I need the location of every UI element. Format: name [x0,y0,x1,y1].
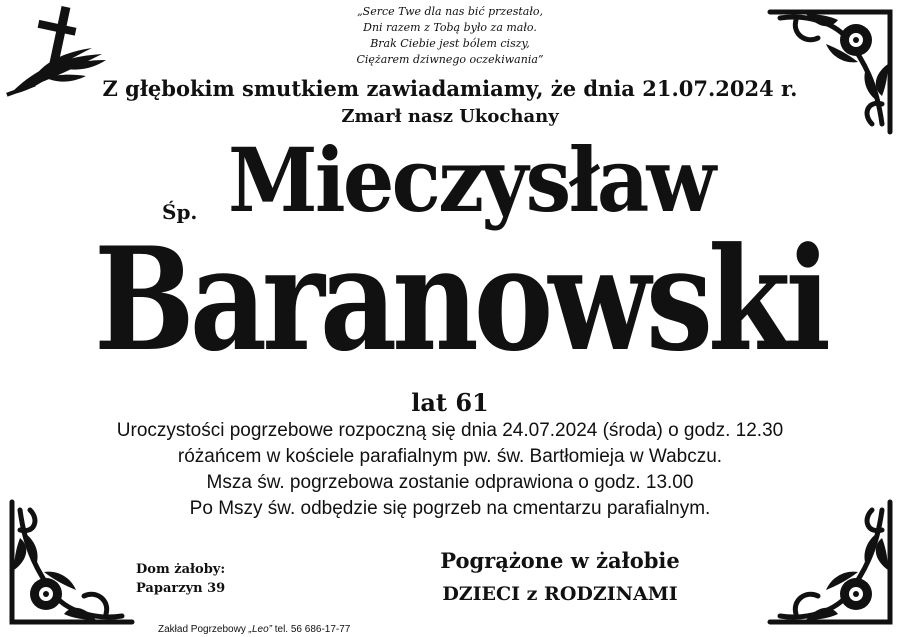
deceased-surname: Baranowski [94,217,826,383]
mourning-home [136,560,225,598]
deceased-first-name: Mieczysław [228,128,714,232]
poem-line: „Serce Twe dla nas bić przestało, [356,5,544,18]
funeral-info-line: Uroczystości pogrzebowe rozpoczną się dnia 24.07.2024 (środa) o godz. 12.30 [116,420,784,441]
funeral-home-footer [158,624,350,635]
deceased-prefix: Śp. [162,200,198,224]
deceased-age: lat 61 [411,388,489,417]
footer-company-name: „Leo” [248,624,272,635]
poem-line: Ciężarem dziwnego oczekiwania” [356,53,544,66]
poem-line: Brak Ciebie jest bólem ciszy, [370,37,530,50]
footer-phone: tel. 56 686-17-77 [271,624,351,635]
mourners-heading: Pogrążone w żałobie [440,548,680,573]
announcement-intro: Z głębokim smutkiem zawiadamiamy, że dnia 21.07.2024 r. [102,76,798,101]
funeral-info-line: Po Mszy św. odbędzie się pogrzeb na cmentarzu parafialnym. [189,498,711,519]
poem-line: Dni razem z Tobą było za mało. [363,21,537,34]
funeral-info-line: Msza św. pogrzebowa zostanie odprawiona o godz. 13.00 [206,472,694,493]
funeral-info-line: różańcem w kościele parafialnym pw. św. Bartłomieja w Wabczu. [177,446,723,467]
mourning-home-label: Dom żałoby: [136,562,226,577]
memorial-poem [300,4,600,68]
footer-prefix: Zakład Pogrzebowy [158,624,246,635]
announcement-subtitle: Zmarł nasz Ukochany [341,106,559,127]
mourners-names: DZIECI z RODZINAMI [442,583,678,605]
mourning-home-address: Paparzyn 39 [136,581,226,596]
